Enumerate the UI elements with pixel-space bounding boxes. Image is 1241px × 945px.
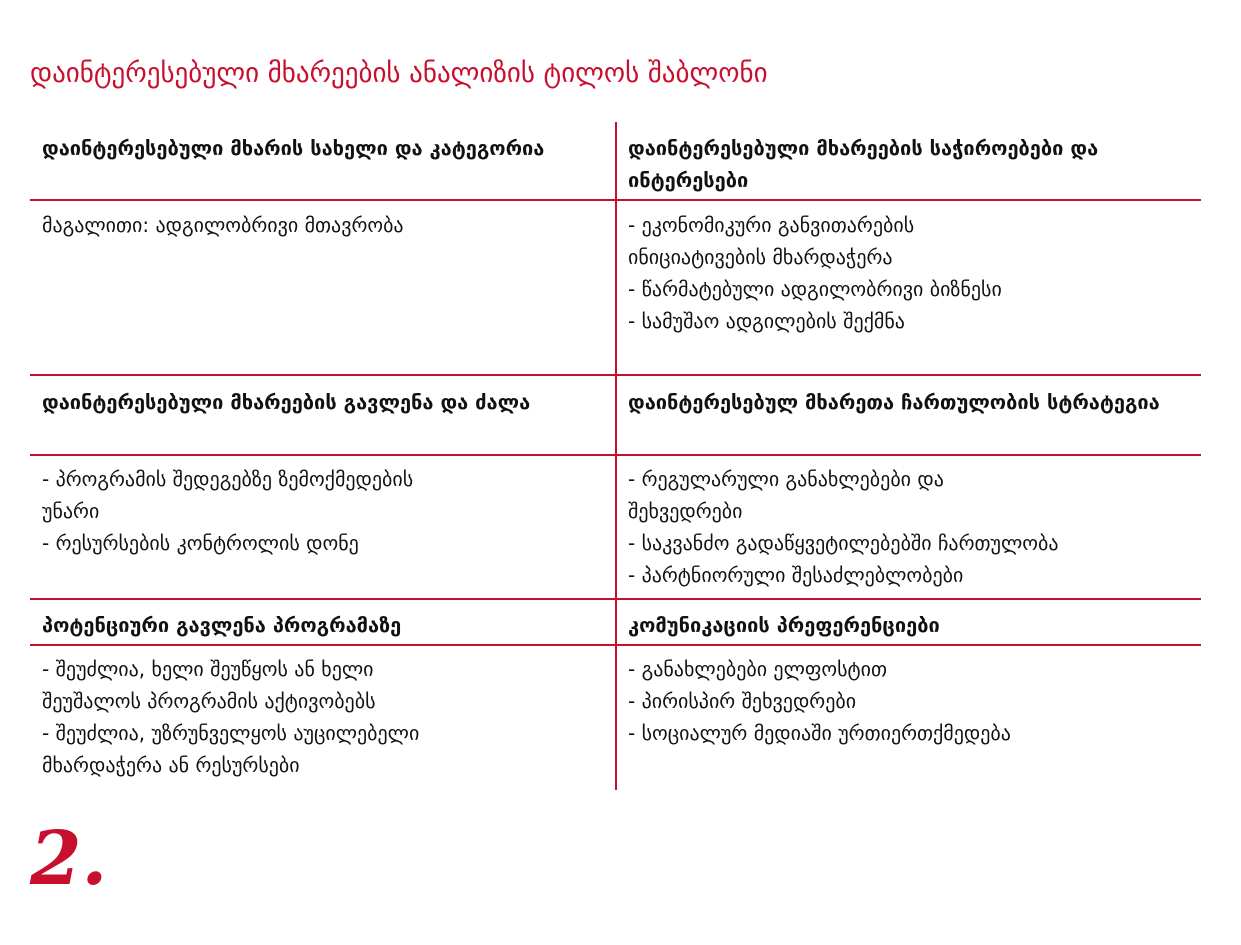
header-stakeholder-name: დაინტერესებული მხარის სახელი და კატეგორია <box>42 136 545 160</box>
cell-line: - რესურსების კონტროლის დონე <box>42 531 359 555</box>
cell-line: - ეკონომიკური განვითარების <box>628 213 915 237</box>
header-stakeholder-needs: დაინტერესებული მხარეების საჭიროებები და ინტერესები <box>628 136 1099 192</box>
cell-communication-preferences <box>628 653 1203 749</box>
cell-line: - რეგულარული განახლებები და <box>628 467 944 491</box>
cell-line: მხარდაჭერა ან რესურსები <box>42 753 300 777</box>
cell-line: - სამუშაო ადგილების შექმნა <box>628 309 905 333</box>
cell-line: - შეუძლია, ხელი შეუწყოს ან ხელი <box>42 657 374 681</box>
cell-stakeholder-influence <box>42 463 602 559</box>
cell-line: - განახლებები ელფოსტით <box>628 657 887 681</box>
cell-line: - პარტნიორული შესაძლებლობები <box>628 563 964 587</box>
row-divider <box>30 644 1201 646</box>
cell-line: - საკვანძო გადაწყვეტილებებში ჩართულობა <box>628 531 1059 555</box>
row-divider <box>30 454 1201 456</box>
cell-stakeholder-needs <box>628 209 1203 337</box>
cell-line: - შეუძლია, უზრუნველყოს აუცილებელი <box>42 721 420 745</box>
row-divider <box>30 598 1201 600</box>
cell-line: მაგალითი: ადგილობრივი მთავრობა <box>42 213 404 237</box>
cell-line: უნარი <box>42 499 100 523</box>
row-divider <box>30 374 1201 376</box>
header-stakeholder-influence: დაინტერესებული მხარეების გავლენა და ძალა <box>42 390 531 414</box>
column-divider <box>615 122 617 790</box>
cell-line: - პირისპირ შეხვედრები <box>628 689 857 713</box>
row-divider <box>30 199 1201 201</box>
cell-potential-impact <box>42 653 602 781</box>
cell-line: ინიციატივების მხარდაჭერა <box>628 245 893 269</box>
page-title: დაინტერესებული მხარეების ანალიზის ტილოს შაბლონი <box>30 58 768 89</box>
cell-line: - წარმატებული ადგილობრივი ბიზნესი <box>628 277 1002 301</box>
cell-engagement-strategy <box>628 463 1203 591</box>
header-communication-preferences: კომუნიკაციის პრეფერენციები <box>628 613 940 637</box>
cell-line: შეხვედრები <box>628 499 743 523</box>
cell-stakeholder-name <box>42 209 602 241</box>
header-potential-impact: პოტენციური გავლენა პროგრამაზე <box>42 613 402 637</box>
cell-line: - სოციალურ მედიაში ურთიერთქმედება <box>628 721 1011 745</box>
header-engagement-strategy: დაინტერესებულ მხარეთა ჩართულობის სტრატეგია <box>628 390 1160 414</box>
page-number: 2. <box>30 816 108 902</box>
cell-line: - პროგრამის შედეგებზე ზემოქმედების <box>42 467 414 491</box>
cell-line: შეუშალოს პროგრამის აქტივობებს <box>42 689 376 713</box>
